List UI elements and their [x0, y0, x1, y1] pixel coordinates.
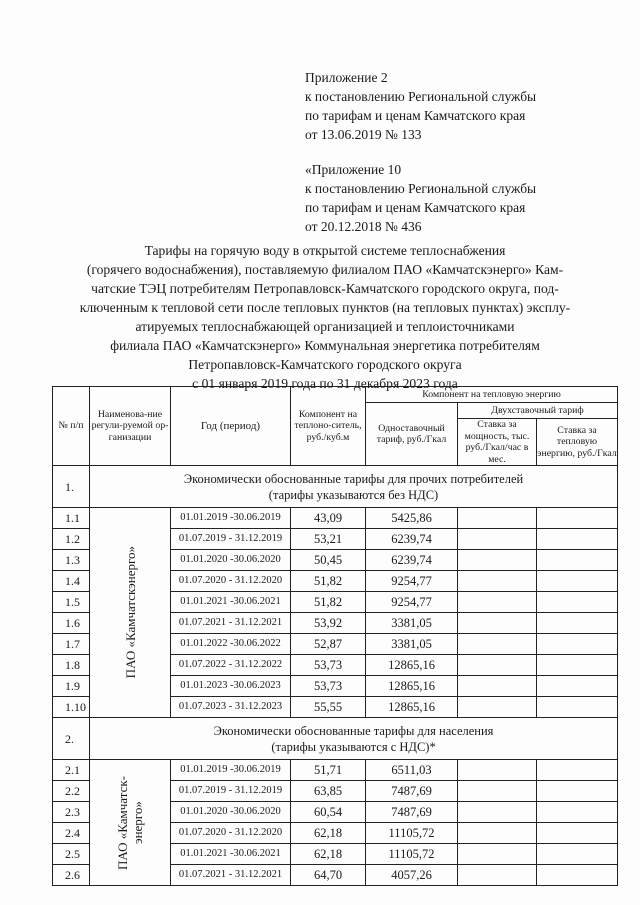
row-component: 50,45 [291, 550, 366, 571]
section-title-line: Экономически обоснованные тарифы для населения [213, 723, 494, 738]
row-single-rate: 7487,69 [366, 781, 458, 802]
row-num: 2.3 [53, 802, 90, 823]
section-title-line: (тарифы указываются без НДС) [268, 487, 439, 502]
row-num: 1.7 [53, 634, 90, 655]
row-capacity-rate [458, 634, 537, 655]
row-energy-rate [537, 571, 618, 592]
row-single-rate: 11105,72 [366, 823, 458, 844]
row-energy-rate [537, 844, 618, 865]
row-capacity-rate [458, 613, 537, 634]
row-component: 51,82 [291, 592, 366, 613]
row-component: 53,73 [291, 655, 366, 676]
org-name [115, 776, 145, 870]
appendix-line: от 13.06.2019 № 133 [305, 127, 422, 142]
header-num: № п/п [53, 387, 90, 466]
row-component: 43,09 [291, 508, 366, 529]
row-num: 1.3 [53, 550, 90, 571]
table-row [53, 760, 618, 781]
row-num: 1.1 [53, 508, 90, 529]
title-line: ключенным к тепловой сети после тепловых пунктов (на тепловых пунктах) эксплу- [79, 300, 571, 315]
row-num: 2.2 [53, 781, 90, 802]
row-component: 60,54 [291, 802, 366, 823]
row-capacity-rate [458, 760, 537, 781]
row-energy-rate [537, 550, 618, 571]
row-single-rate: 3381,05 [366, 634, 458, 655]
row-num: 1.5 [53, 592, 90, 613]
row-capacity-rate [458, 844, 537, 865]
row-period: 01.07.2020 - 31.12.2020 [171, 571, 291, 592]
row-num: 1.4 [53, 571, 90, 592]
row-single-rate: 6239,74 [366, 529, 458, 550]
appendix-line: по тарифам и ценам Камчатского края [305, 200, 526, 215]
row-capacity-rate [458, 571, 537, 592]
row-component: 51,82 [291, 571, 366, 592]
org-name-cell [90, 508, 171, 718]
row-single-rate: 6239,74 [366, 550, 458, 571]
appendix-line: Приложение 2 [305, 70, 388, 85]
section-title-line: Экономически обоснованные тарифы для прочих потребителей [183, 471, 524, 486]
row-energy-rate [537, 613, 618, 634]
row-num: 1.8 [53, 655, 90, 676]
row-component: 52,87 [291, 634, 366, 655]
row-single-rate: 12865,16 [366, 697, 458, 718]
header-org: Наименова-ние регули-руемой ор-ганизации [90, 387, 171, 466]
row-period: 01.01.2021 -30.06.2021 [171, 592, 291, 613]
row-capacity-rate [458, 697, 537, 718]
tariff-table [52, 386, 618, 886]
row-period: 01.07.2019 - 31.12.2019 [171, 781, 291, 802]
row-component: 51,71 [291, 760, 366, 781]
row-num: 2.5 [53, 844, 90, 865]
appendix-line: «Приложение 10 [305, 162, 402, 177]
row-energy-rate [537, 802, 618, 823]
row-period: 01.01.2022 -30.06.2022 [171, 634, 291, 655]
row-single-rate: 12865,16 [366, 676, 458, 697]
row-period: 01.01.2021 -30.06.2021 [171, 844, 291, 865]
row-capacity-rate [458, 550, 537, 571]
org-name-cell [90, 760, 171, 886]
org-name-line: ПАО «Камчатск- [115, 775, 130, 870]
row-capacity-rate [458, 529, 537, 550]
row-energy-rate [537, 508, 618, 529]
row-period: 01.01.2019 -30.06.2019 [171, 760, 291, 781]
row-energy-rate [537, 697, 618, 718]
row-period: 01.07.2021 - 31.12.2021 [171, 865, 291, 886]
section-2-num: 2. [53, 718, 90, 760]
row-num: 1.6 [53, 613, 90, 634]
row-energy-rate [537, 676, 618, 697]
row-capacity-rate [458, 802, 537, 823]
row-period: 01.01.2023 -30.06.2023 [171, 676, 291, 697]
row-component: 64,70 [291, 865, 366, 886]
row-component: 63,85 [291, 781, 366, 802]
appendix-line: от 20.12.2018 № 436 [305, 219, 422, 234]
row-single-rate: 5425,86 [366, 508, 458, 529]
header-period: Год (период) [171, 387, 291, 466]
row-single-rate: 11105,72 [366, 844, 458, 865]
row-component: 55,55 [291, 697, 366, 718]
title-line: Петропавловск-Камчатского городского округа [188, 357, 462, 372]
row-component: 53,21 [291, 529, 366, 550]
document-title [40, 241, 610, 393]
appendix-line: по тарифам и ценам Камчатского края [305, 108, 526, 123]
row-energy-rate [537, 823, 618, 844]
row-capacity-rate [458, 865, 537, 886]
row-component: 62,18 [291, 823, 366, 844]
row-capacity-rate [458, 592, 537, 613]
header-heat-component: Компонент на тепловую энергию [366, 387, 618, 403]
section-title-line: (тарифы указываются с НДС)* [271, 739, 436, 754]
row-energy-rate [537, 760, 618, 781]
row-single-rate: 9254,77 [366, 592, 458, 613]
row-num: 2.1 [53, 760, 90, 781]
section-1-title [90, 466, 618, 508]
appendix-current-header [305, 68, 536, 144]
row-capacity-rate [458, 676, 537, 697]
row-num: 1.2 [53, 529, 90, 550]
title-line: атируемых теплоснабжающей организацией и теплоисточниками [135, 319, 515, 334]
row-capacity-rate [458, 823, 537, 844]
row-single-rate: 9254,77 [366, 571, 458, 592]
row-component: 53,92 [291, 613, 366, 634]
row-single-rate: 4057,26 [366, 865, 458, 886]
row-period: 01.07.2019 - 31.12.2019 [171, 529, 291, 550]
title-line: чатские ТЭЦ потребителям Петропавловск-Камчатского городского округа, под- [91, 281, 559, 296]
title-line: (горячего водоснабжения), поставляемую филиалом ПАО «Камчатскэнерго» Кам- [86, 262, 564, 277]
section-1-num: 1. [53, 466, 90, 508]
section-2-row [53, 718, 618, 760]
row-num: 2.4 [53, 823, 90, 844]
row-period: 01.01.2020 -30.06.2020 [171, 802, 291, 823]
row-period: 01.07.2020 - 31.12.2020 [171, 823, 291, 844]
header-component: Компонент на теплоно-ситель, руб./куб.м [291, 387, 366, 466]
row-component: 53,73 [291, 676, 366, 697]
row-period: 01.01.2019 -30.06.2019 [171, 508, 291, 529]
org-name: ПАО «Камчатскэнерго» [122, 546, 138, 679]
row-energy-rate [537, 592, 618, 613]
row-period: 01.07.2023 - 31.12.2023 [171, 697, 291, 718]
row-single-rate: 6511,03 [366, 760, 458, 781]
row-single-rate: 12865,16 [366, 655, 458, 676]
row-energy-rate [537, 655, 618, 676]
row-single-rate: 7487,69 [366, 802, 458, 823]
row-period: 01.07.2022 - 31.12.2022 [171, 655, 291, 676]
org-name-line: энерго» [130, 801, 145, 844]
row-num: 1.9 [53, 676, 90, 697]
row-num: 1.10 [53, 697, 90, 718]
title-line: с 01 января 2019 года по 31 декабря 2023 года [192, 376, 458, 391]
row-capacity-rate [458, 655, 537, 676]
row-period: 01.01.2020 -30.06.2020 [171, 550, 291, 571]
section-2-title [90, 718, 618, 760]
title-line: филиала ПАО «Камчатскэнерго» Коммунальная энергетика потребителям [110, 338, 540, 353]
appendix-line: к постановлению Региональной службы [305, 181, 537, 196]
row-energy-rate [537, 781, 618, 802]
header-energy-rate: Ставка за тепловую энергию, руб./Гкал [537, 419, 618, 466]
title-line: Тарифы на горячую воду в открытой системе теплоснабжения [144, 243, 506, 258]
row-single-rate: 3381,05 [366, 613, 458, 634]
header-capacity-rate: Ставка за мощность, тыс. руб./Гкал/час в мес. [458, 419, 537, 466]
table-row [53, 508, 618, 529]
row-capacity-rate [458, 781, 537, 802]
row-energy-rate [537, 529, 618, 550]
row-energy-rate [537, 634, 618, 655]
row-capacity-rate [458, 508, 537, 529]
row-component: 62,18 [291, 844, 366, 865]
appendix-line: к постановлению Региональной службы [305, 89, 537, 104]
header-two-rate: Двухставочный тариф [458, 403, 618, 419]
header-single-rate: Одноставочный тариф, руб./Гкал [366, 403, 458, 466]
row-period: 01.07.2021 - 31.12.2021 [171, 613, 291, 634]
appendix-original-header [305, 160, 536, 236]
row-energy-rate [537, 865, 618, 886]
row-num: 2.6 [53, 865, 90, 886]
